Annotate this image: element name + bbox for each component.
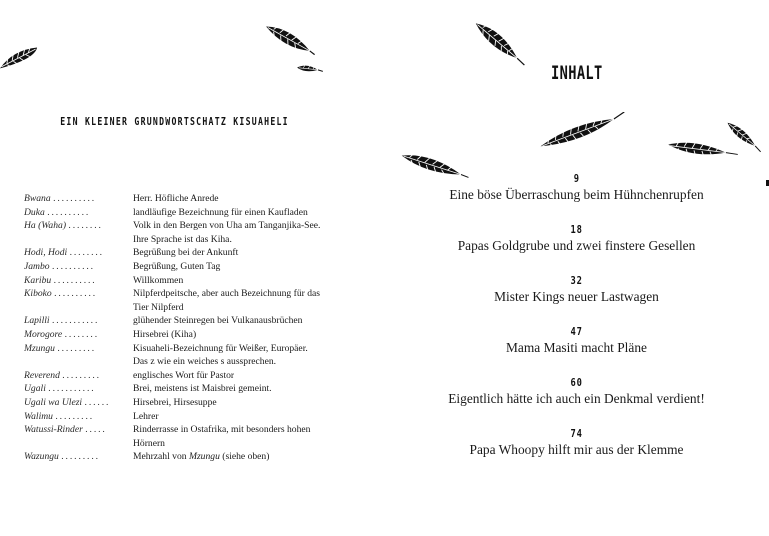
toc-entry bbox=[384, 376, 769, 427]
glossary-term-text: Lapilli bbox=[24, 315, 50, 327]
glossary-definition: Herr. Höfliche Anrede bbox=[133, 193, 219, 204]
glossary-row bbox=[24, 396, 364, 410]
toc-entry bbox=[384, 427, 769, 478]
toc-entry bbox=[384, 223, 769, 274]
glossary-row bbox=[24, 382, 364, 396]
glossary-term-text: Ugali bbox=[24, 383, 46, 395]
glossary-term bbox=[24, 301, 133, 315]
glossary-row bbox=[24, 287, 364, 301]
toc-page-number-text: 74 bbox=[570, 427, 583, 440]
glossary-term bbox=[24, 206, 133, 220]
glossary-definition: glühender Steinregen bei Vulkanausbrüchen bbox=[133, 315, 303, 327]
glossary-row bbox=[24, 410, 364, 424]
glossary-row bbox=[24, 260, 364, 274]
toc-page-number-text: 32 bbox=[570, 274, 583, 287]
leader-dots: ........... bbox=[48, 383, 96, 395]
glossary-row bbox=[24, 342, 364, 356]
toc-page-number bbox=[384, 376, 769, 390]
definition-italic-term: Mzungu bbox=[188, 451, 220, 463]
glossary-definition: Begrüßung bei der Ankunft bbox=[133, 247, 239, 259]
leader-dots: .......... bbox=[53, 193, 97, 204]
definition-text: (siehe oben) bbox=[219, 451, 270, 463]
leaf-icon bbox=[466, 20, 532, 68]
toc-page-number-text: 60 bbox=[570, 376, 583, 389]
glossary-term-text: Watussi-Rinder bbox=[24, 424, 83, 436]
glossary-term bbox=[24, 260, 133, 274]
glossary-row bbox=[24, 274, 364, 288]
glossary-term bbox=[24, 342, 133, 356]
glossary-definition: Tier Nilpferd bbox=[133, 301, 184, 313]
glossary-term-text: Wazungu bbox=[24, 451, 59, 463]
glossary-list bbox=[24, 192, 364, 464]
toc-page-number-text: 47 bbox=[570, 325, 583, 338]
glossary-term-text: Reverend bbox=[24, 369, 60, 381]
glossary-term bbox=[24, 192, 133, 206]
glossary-row-continuation bbox=[24, 355, 364, 369]
glossary-definition: englisches Wort für Pastor bbox=[133, 369, 235, 381]
glossary-term bbox=[24, 396, 133, 410]
glossary-term-text: Walimu bbox=[24, 410, 53, 422]
glossary-row-continuation bbox=[24, 301, 364, 315]
glossary-row bbox=[24, 369, 364, 383]
toc-chapter-title: Papa Whoopy hilft mir aus der Klemme bbox=[469, 442, 684, 457]
toc-chapter-title: Eigentlich hätte ich auch ein Denkmal verdient! bbox=[448, 391, 705, 406]
glossary-row-continuation bbox=[24, 233, 364, 247]
glossary-definition: Hörnern bbox=[133, 437, 165, 449]
glossary-definition: Willkommen bbox=[133, 274, 184, 286]
toc-page-number bbox=[384, 427, 769, 441]
glossary-term-text: Bwana bbox=[24, 193, 51, 204]
leader-dots: ......... bbox=[57, 342, 97, 354]
toc-page-number-text: 18 bbox=[570, 223, 583, 236]
leaf-icon bbox=[720, 116, 766, 158]
leader-dots: ........... bbox=[52, 315, 100, 327]
glossary-definition: Lehrer bbox=[133, 410, 159, 422]
glossary-term bbox=[24, 437, 133, 451]
toc-page-number bbox=[384, 325, 769, 339]
leader-dots: ......... bbox=[62, 369, 101, 381]
leader-dots: .......... bbox=[51, 260, 95, 272]
glossary-term-text: Ha (Waha) bbox=[24, 220, 67, 232]
leader-dots: ......... bbox=[55, 410, 95, 422]
toc-entry bbox=[384, 172, 769, 223]
glossary-definition: Nilpferdpeitsche, aber auch Bezeichnung für das bbox=[133, 288, 320, 300]
leader-dots: .......... bbox=[53, 274, 97, 286]
leader-dots: ........ bbox=[69, 247, 104, 259]
glossary-definition bbox=[133, 450, 364, 464]
leader-dots: ...... bbox=[84, 396, 111, 408]
toc-chapter-title: Mama Masiti macht Pläne bbox=[506, 340, 647, 355]
glossary-term-text: Hodi, Hodi bbox=[24, 247, 68, 259]
glossary-term bbox=[24, 355, 133, 369]
glossary-term-text: Morogore bbox=[24, 328, 63, 340]
toc-page-number bbox=[384, 274, 769, 288]
right-page bbox=[384, 0, 769, 536]
table-of-contents bbox=[384, 172, 769, 478]
glossary-row bbox=[24, 423, 364, 437]
leader-dots: .......... bbox=[47, 206, 91, 218]
leaf-icon bbox=[536, 112, 630, 150]
leader-dots: ..... bbox=[85, 424, 107, 436]
glossary-term bbox=[24, 450, 133, 464]
glossary-row-continuation bbox=[24, 437, 364, 451]
glossary-definition: Kisuaheli-Bezeichnung für Weißer, Europäer. bbox=[133, 342, 308, 354]
leaf-icon bbox=[0, 44, 44, 74]
glossary-term-text: Karibu bbox=[24, 274, 52, 286]
toc-chapter-title: Papas Goldgrube und zwei finstere Gesellen bbox=[457, 238, 696, 253]
glossary-term bbox=[24, 369, 133, 383]
toc-chapter-title: Eine böse Überraschung beim Hühnchenrupfen bbox=[449, 187, 704, 202]
glossary-definition: Brei, meistens ist Maisbrei gemeint. bbox=[133, 383, 272, 395]
glossary-term bbox=[24, 246, 133, 260]
leader-dots: ........ bbox=[64, 328, 99, 340]
leaf-icon bbox=[260, 24, 318, 58]
glossary-term bbox=[24, 233, 133, 247]
glossary-term bbox=[24, 314, 133, 328]
glossary-term bbox=[24, 410, 133, 424]
glossary-row bbox=[24, 219, 364, 233]
glossary-term-text: Jambo bbox=[24, 260, 50, 272]
glossary-definition: landläufige Bezeichnung für einen Kaufladen bbox=[133, 206, 308, 218]
glossary-term bbox=[24, 219, 133, 233]
left-page bbox=[0, 0, 384, 536]
glossary-row bbox=[24, 246, 364, 260]
glossary-row bbox=[24, 192, 364, 206]
leader-dots: ......... bbox=[61, 451, 100, 463]
glossary-definition: Das z wie ein weiches s aussprechen. bbox=[133, 356, 277, 368]
toc-page-number-text: 9 bbox=[573, 172, 580, 185]
glossary-definition: Hirsebrei (Kiha) bbox=[133, 328, 197, 340]
toc-page-number bbox=[384, 172, 769, 186]
toc-chapter-title: Mister Kings neuer Lastwagen bbox=[494, 289, 659, 304]
glossary-term-text: Kiboko bbox=[24, 288, 52, 300]
glossary-definition: Begrüßung, Guten Tag bbox=[133, 260, 221, 272]
glossary-definition: Ihre Sprache ist das Kiha. bbox=[133, 233, 232, 245]
leader-dots: .......... bbox=[54, 288, 98, 300]
leaf-icon bbox=[296, 62, 324, 76]
toc-title: INHALT bbox=[550, 62, 603, 84]
leader-dots: ........ bbox=[68, 220, 103, 232]
glossary-term bbox=[24, 274, 133, 288]
glossary-title: EIN KLEINER GRUNDWORTSCHATZ KISUAHELI bbox=[60, 116, 290, 128]
glossary-term-text: Mzungu bbox=[24, 342, 55, 354]
toc-page-number bbox=[384, 223, 769, 237]
glossary-definition: Rinderrasse in Ostafrika, mit besonders hohen bbox=[133, 424, 311, 436]
glossary-term bbox=[24, 423, 133, 437]
glossary-definition: Hirsebrei, Hirsesuppe bbox=[133, 396, 217, 408]
glossary-term bbox=[24, 287, 133, 301]
glossary-definition: Volk in den Bergen von Uha am Tanganjika-See. bbox=[133, 220, 321, 232]
glossary-row bbox=[24, 450, 364, 464]
glossary-row bbox=[24, 328, 364, 342]
glossary-term bbox=[24, 382, 133, 396]
glossary-term bbox=[24, 328, 133, 342]
definition-text: Mehrzahl von bbox=[133, 451, 189, 463]
glossary-term-text: Ugali wa Ulezi bbox=[24, 396, 83, 408]
glossary-term-text: Duka bbox=[24, 206, 45, 218]
glossary-row bbox=[24, 314, 364, 328]
toc-entry bbox=[384, 274, 769, 325]
toc-entry bbox=[384, 325, 769, 376]
glossary-row bbox=[24, 206, 364, 220]
